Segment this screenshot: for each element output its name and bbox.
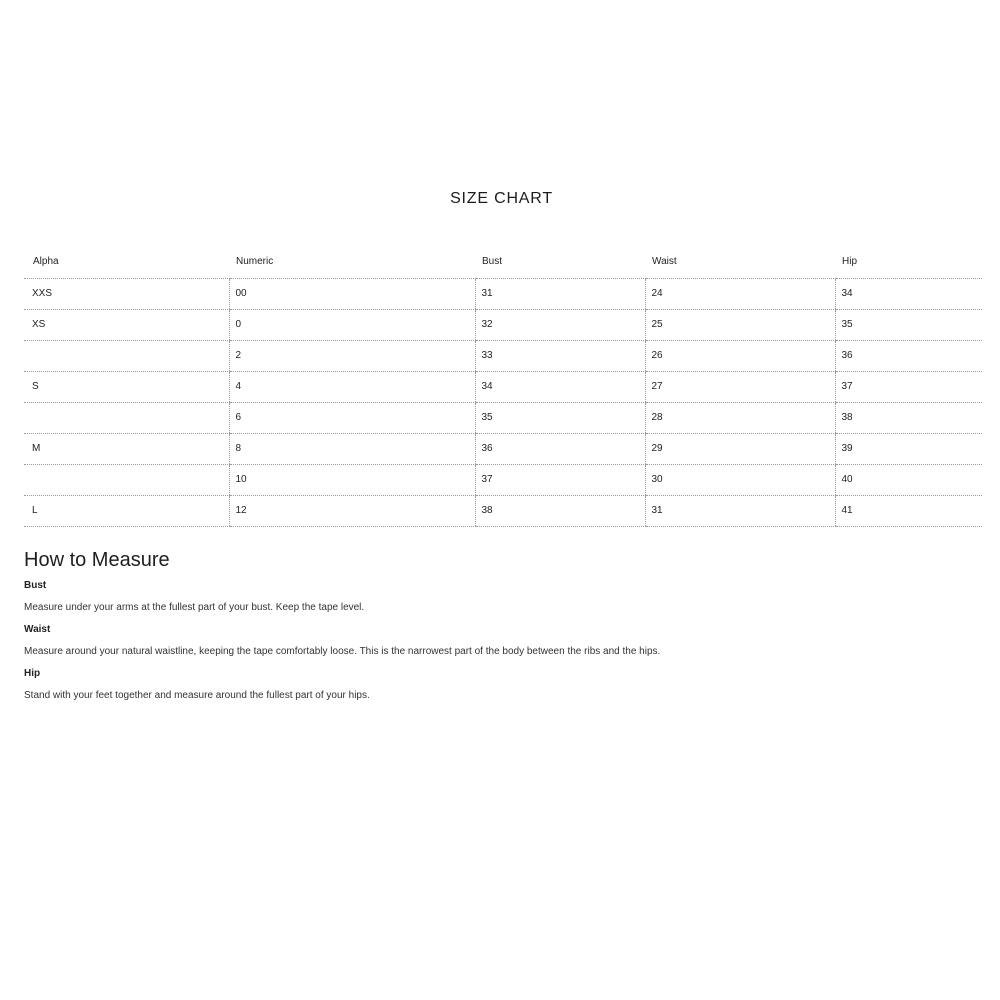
waist-cell: 26 <box>645 340 835 371</box>
bust-cell: 33 <box>475 340 645 371</box>
table-row <box>24 278 982 309</box>
hip-cell: 38 <box>835 402 982 433</box>
waist-cell: 27 <box>645 371 835 402</box>
page-title: SIZE CHART <box>450 190 553 207</box>
column-header-bust: Bust <box>475 246 645 278</box>
table-row <box>24 340 982 371</box>
size-chart-table <box>24 246 982 527</box>
alpha-cell <box>24 464 229 495</box>
hip-measure-description: Stand with your feet together and measure around the fullest part of your hips. <box>24 690 370 701</box>
table-header-row <box>24 246 982 278</box>
numeric-cell: 6 <box>229 402 475 433</box>
bust-cell: 31 <box>475 278 645 309</box>
waist-cell: 28 <box>645 402 835 433</box>
numeric-cell: 12 <box>229 495 475 526</box>
hip-cell: 39 <box>835 433 982 464</box>
bust-cell: 36 <box>475 433 645 464</box>
numeric-cell: 0 <box>229 309 475 340</box>
column-header-waist: Waist <box>645 246 835 278</box>
table-row <box>24 402 982 433</box>
alpha-cell: L <box>24 495 229 526</box>
bust-cell: 35 <box>475 402 645 433</box>
waist-measure-description: Measure around your natural waistline, keeping the tape comfortably loose. This is the narrowest part of the body between the ribs and the hips. <box>24 646 661 657</box>
table-row <box>24 433 982 464</box>
table-row <box>24 495 982 526</box>
how-to-measure-heading: How to Measure <box>24 549 170 571</box>
numeric-cell: 8 <box>229 433 475 464</box>
table-row <box>24 309 982 340</box>
bust-measure-title: Bust <box>24 580 47 591</box>
waist-cell: 31 <box>645 495 835 526</box>
column-header-numeric: Numeric <box>229 246 475 278</box>
column-header-alpha: Alpha <box>24 246 229 278</box>
numeric-cell: 10 <box>229 464 475 495</box>
hip-cell: 34 <box>835 278 982 309</box>
table-row <box>24 464 982 495</box>
waist-cell: 30 <box>645 464 835 495</box>
numeric-cell: 4 <box>229 371 475 402</box>
how-to-measure-section <box>24 546 984 712</box>
alpha-cell <box>24 402 229 433</box>
waist-cell: 29 <box>645 433 835 464</box>
hip-measure-title: Hip <box>24 668 41 679</box>
hip-cell: 37 <box>835 371 982 402</box>
bust-cell: 38 <box>475 495 645 526</box>
bust-cell: 37 <box>475 464 645 495</box>
waist-measure-title: Waist <box>24 624 51 635</box>
numeric-cell: 00 <box>229 278 475 309</box>
bust-measure-description: Measure under your arms at the fullest part of your bust. Keep the tape level. <box>24 602 365 613</box>
alpha-cell: XS <box>24 309 229 340</box>
hip-cell: 41 <box>835 495 982 526</box>
alpha-cell <box>24 340 229 371</box>
column-header-hip: Hip <box>835 246 982 278</box>
table-row <box>24 371 982 402</box>
bust-cell: 32 <box>475 309 645 340</box>
alpha-cell: M <box>24 433 229 464</box>
hip-cell: 40 <box>835 464 982 495</box>
waist-cell: 25 <box>645 309 835 340</box>
hip-cell: 35 <box>835 309 982 340</box>
bust-cell: 34 <box>475 371 645 402</box>
hip-cell: 36 <box>835 340 982 371</box>
alpha-cell: XXS <box>24 278 229 309</box>
numeric-cell: 2 <box>229 340 475 371</box>
alpha-cell: S <box>24 371 229 402</box>
waist-cell: 24 <box>645 278 835 309</box>
